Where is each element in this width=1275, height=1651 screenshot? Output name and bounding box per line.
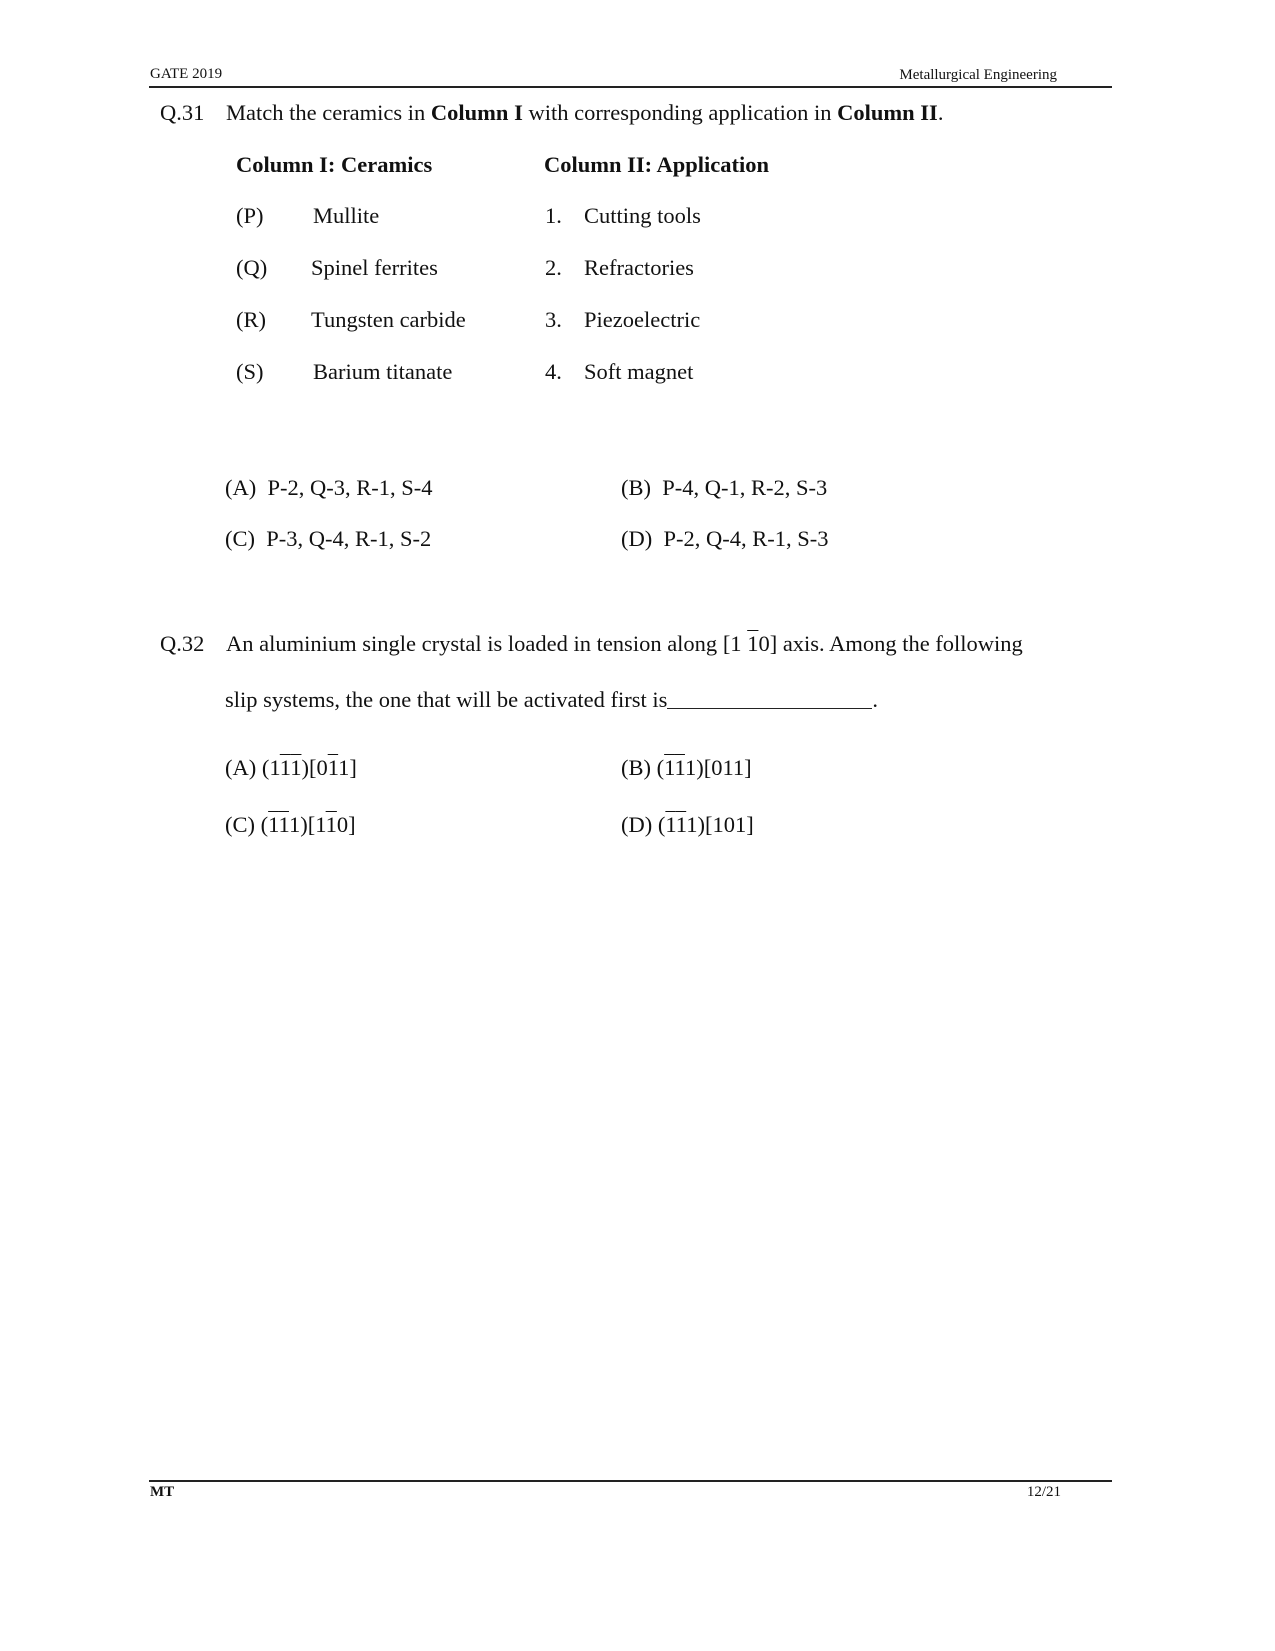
col1-label: (Q) — [236, 255, 268, 280]
answer-blank — [667, 688, 872, 709]
column-1-heading: Column I: Ceramics — [236, 152, 433, 177]
question-text: Match the ceramics in Column I with corresponding application in Column II. — [226, 100, 944, 125]
option-c[interactable]: (C) P-3, Q-4, R-1, S-2 — [225, 526, 432, 551]
question-number: Q.32 — [160, 631, 205, 656]
header-rule — [149, 86, 1112, 88]
col1-value: Tungsten carbide — [311, 307, 466, 332]
column-2-heading: Column II: Application — [544, 152, 770, 177]
col2-label: 2. — [545, 255, 562, 280]
paper-code: MT — [150, 1484, 175, 1500]
option-b[interactable]: (B) P-4, Q-1, R-2, S-3 — [621, 475, 828, 500]
option-a[interactable]: (A) P-2, Q-3, R-1, S-4 — [225, 475, 433, 500]
col2-value: Refractories — [584, 255, 694, 280]
col2-value: Soft magnet — [584, 359, 694, 384]
col1-label: (R) — [236, 307, 266, 332]
option-b[interactable]: (B) (111)[011] — [621, 755, 752, 780]
col1-label: (P) — [236, 203, 264, 228]
question-text-line-1: An aluminium single crystal is loaded in tension along [1 10] axis. Among the following — [226, 631, 1023, 656]
option-a[interactable]: (A) (111)[011] — [225, 755, 357, 780]
option-d[interactable]: (D) P-2, Q-4, R-1, S-3 — [621, 526, 829, 551]
col2-value: Piezoelectric — [584, 307, 701, 332]
question-number: Q.31 — [160, 100, 205, 125]
col1-value: Mullite — [313, 203, 380, 228]
subject-title: Metallurgical Engineering — [899, 67, 1057, 83]
col1-value: Spinel ferrites — [311, 255, 438, 280]
col2-value: Cutting tools — [584, 203, 701, 228]
col2-label: 4. — [545, 359, 562, 384]
page-number: 12/21 — [1026, 1484, 1061, 1500]
col2-label: 1. — [545, 203, 562, 228]
footer-rule — [149, 1480, 1112, 1482]
question-text-line-2: slip systems, the one that will be activated first is . — [225, 687, 879, 712]
option-c[interactable]: (C) (111)[110] — [225, 812, 356, 837]
col1-label: (S) — [236, 359, 264, 384]
col1-value: Barium titanate — [313, 359, 453, 384]
exam-title: GATE 2019 — [150, 66, 223, 82]
col2-label: 3. — [545, 307, 562, 332]
option-d[interactable]: (D) (111)[101] — [621, 812, 754, 837]
